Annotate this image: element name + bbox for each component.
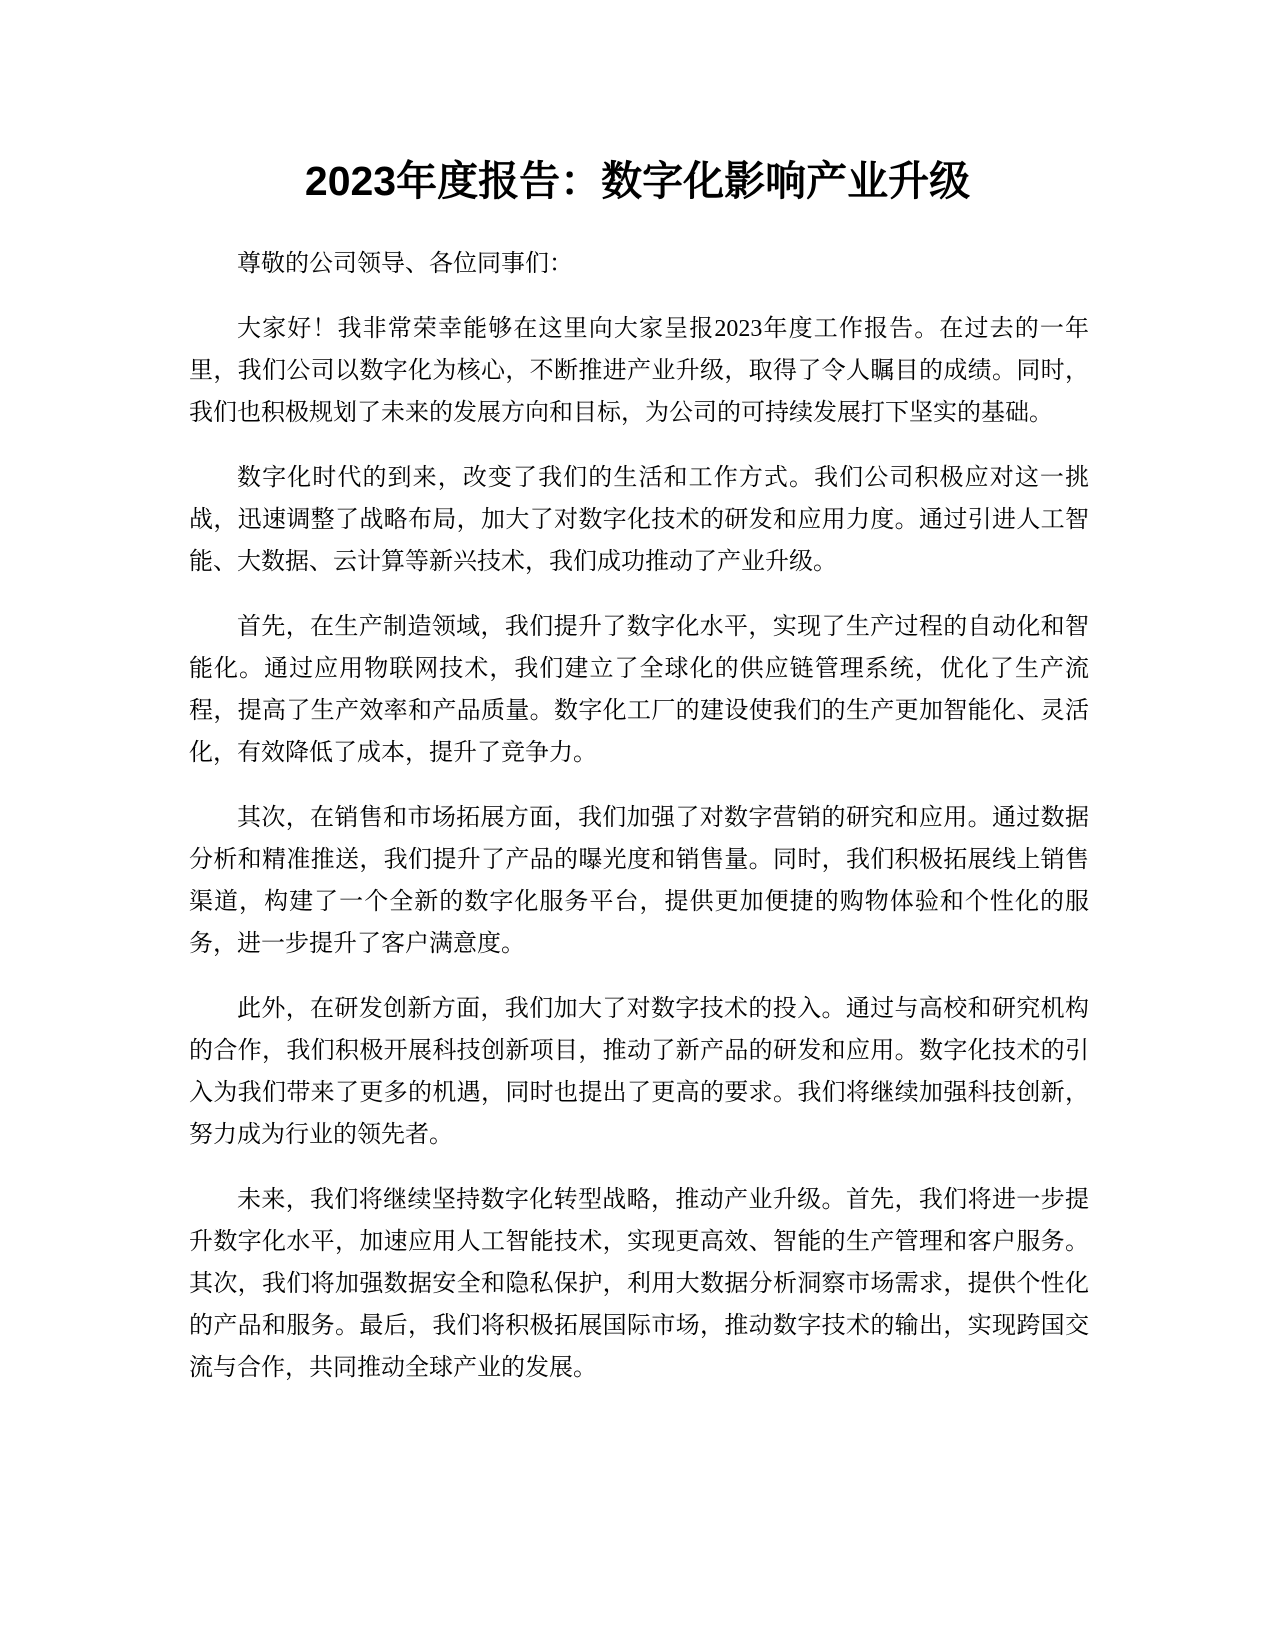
document-body bbox=[189, 243, 1089, 1412]
paragraph: 首先，在生产制造领域，我们提升了数字化水平，实现了生产过程的自动化和智能化。通过应用物联网技术，我们建立了全球化的供应链管理系统，优化了生产流程，提高了生产效率和产品质量。数字化工厂的建设使我们的生产更加智能化、灵活化，有效降低了成本，提升了竞争力。 bbox=[189, 614, 1089, 766]
paragraph: 此外，在研发创新方面，我们加大了对数字技术的投入。通过与高校和研究机构的合作，我们积极开展科技创新项目，推动了新产品的研发和应用。数字化技术的引入为我们带来了更多的机遇，同时也提出了更高的要求。我们将继续加强科技创新，努力成为行业的领先者。 bbox=[189, 996, 1089, 1148]
paragraph: 大家好！我非常荣幸能够在这里向大家呈报2023年度工作报告。在过去的一年里，我们公司以数字化为核心，不断推进产业升级，取得了令人瞩目的成绩。同时，我们也积极规划了未来的发展方向和目标，为公司的可持续发展打下坚实的基础。 bbox=[189, 316, 1089, 426]
paragraph: 未来，我们将继续坚持数字化转型战略，推动产业升级。首先，我们将进一步提升数字化水平，加速应用人工智能技术，实现更高效、智能的生产管理和客户服务。其次，我们将加强数据安全和隐私保护，利用大数据分析洞察市场需求，提供个性化的产品和服务。最后，我们将积极拓展国际市场，推动数字技术的输出，实现跨国交流与合作，共同推动全球产业的发展。 bbox=[189, 1187, 1089, 1381]
salutation: 尊敬的公司领导、各位同事们： bbox=[237, 251, 573, 277]
paragraph: 其次，在销售和市场拓展方面，我们加强了对数字营销的研究和应用。通过数据分析和精准推送，我们提升了产品的曝光度和销售量。同时，我们积极拓展线上销售渠道，构建了一个全新的数字化服务平台，提供更加便捷的购物体验和个性化的服务，进一步提升了客户满意度。 bbox=[189, 805, 1089, 957]
paragraph: 数字化时代的到来，改变了我们的生活和工作方式。我们公司积极应对这一挑战，迅速调整了战略布局，加大了对数字化技术的研发和应用力度。通过引进人工智能、大数据、云计算等新兴技术，我们成功推动了产业升级。 bbox=[189, 465, 1089, 575]
document-title: 2023年度报告：数字化影响产业升级 bbox=[304, 158, 971, 204]
